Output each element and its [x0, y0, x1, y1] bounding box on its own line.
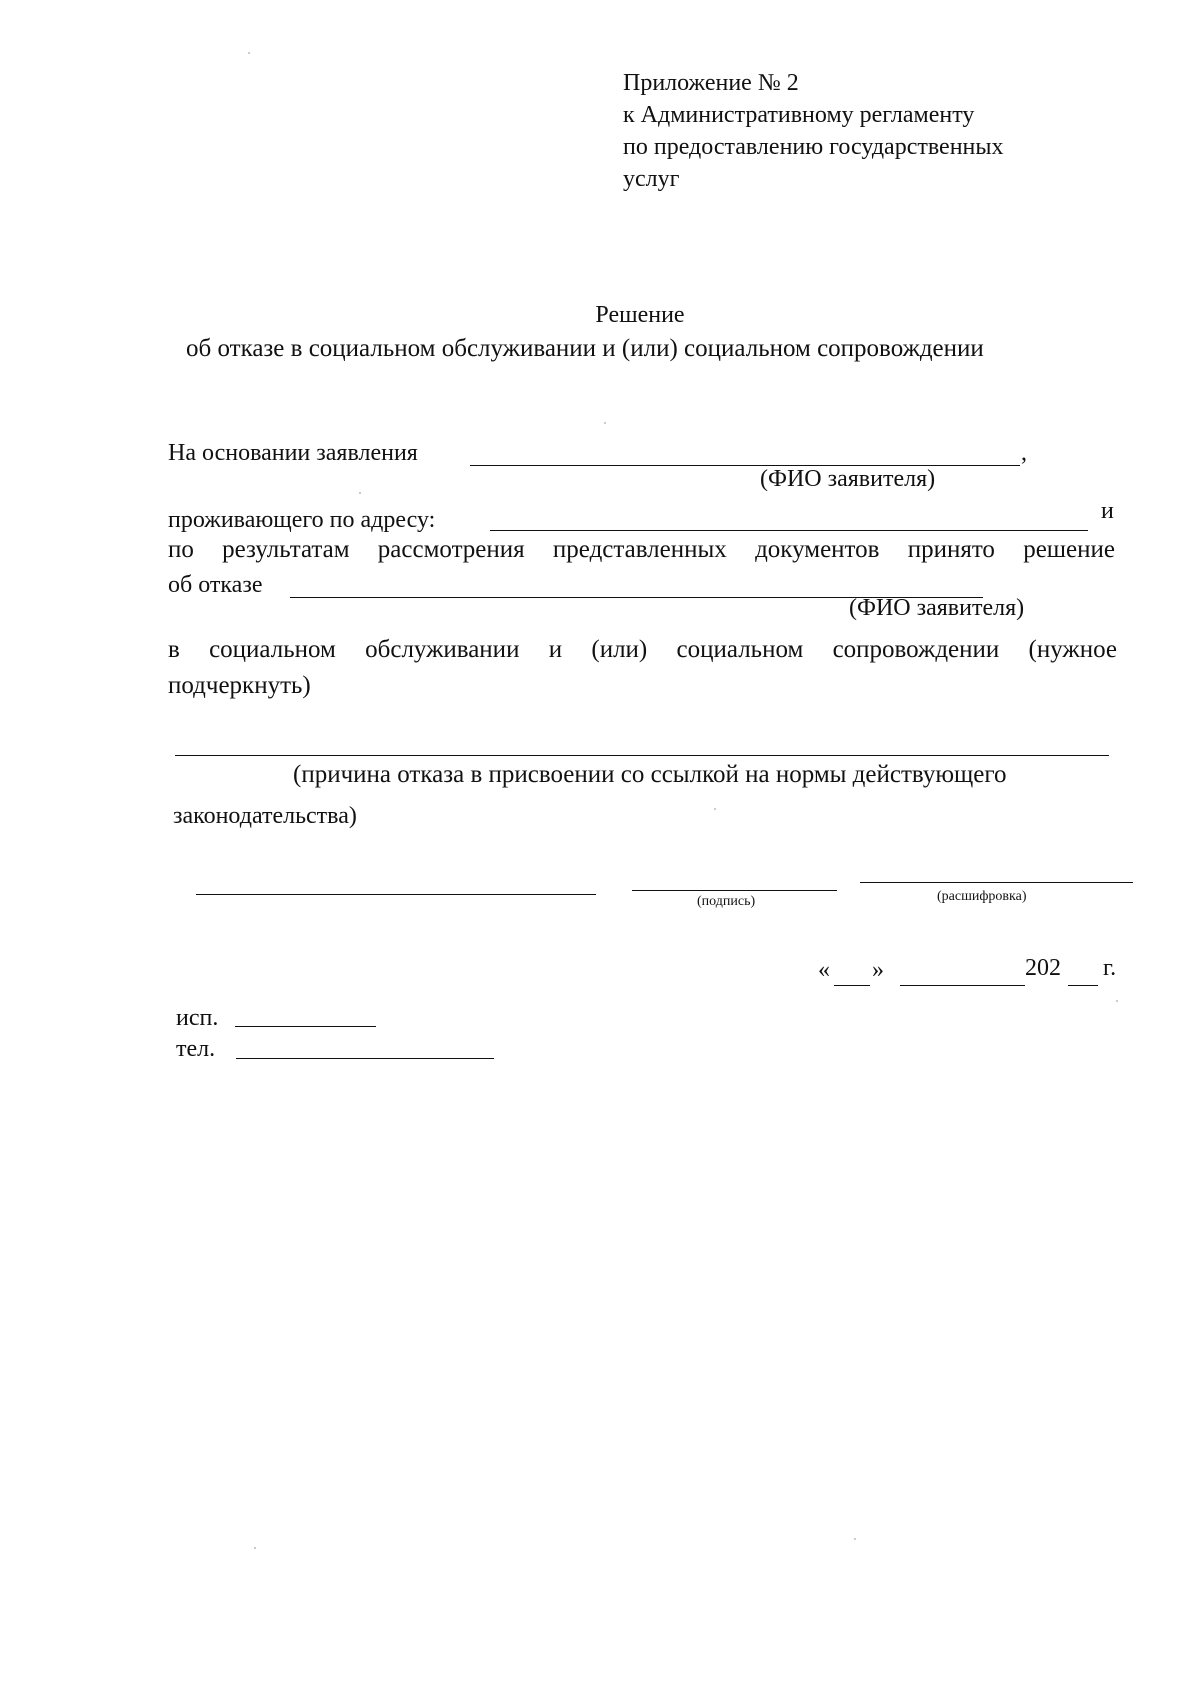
scan-speck	[359, 492, 361, 494]
applicant-fio-field[interactable]	[470, 465, 1020, 466]
appendix-services: услуг	[623, 166, 680, 192]
date-open-quote: «	[818, 957, 830, 983]
position-field[interactable]	[196, 894, 596, 895]
executor-label: исп.	[176, 1005, 219, 1031]
decode-caption: (расшифровка)	[937, 889, 1027, 904]
signature-decode-field[interactable]	[860, 882, 1133, 883]
refusal-label: об отказе	[168, 572, 263, 598]
date-month-field[interactable]	[900, 985, 1025, 986]
appendix-regulation: к Административному регламенту	[623, 102, 975, 128]
results-line: по результатам рассмотрения представленных документов принято решение	[168, 536, 1115, 563]
fio-caption-1: (ФИО заявителя)	[760, 466, 936, 492]
appendix-provision: по предоставлению государственных	[623, 134, 1004, 160]
appendix-number: Приложение № 2	[623, 70, 799, 96]
executor-field[interactable]	[235, 1026, 376, 1027]
phone-label: тел.	[176, 1036, 216, 1062]
fio-caption-2: (ФИО заявителя)	[849, 595, 1025, 621]
date-year-suffix: г.	[1103, 955, 1117, 981]
scan-speck	[254, 1547, 256, 1549]
scan-speck	[714, 808, 716, 810]
residing-label: проживающего по адресу:	[168, 507, 436, 533]
signature-field[interactable]	[632, 890, 837, 891]
scan-speck	[854, 1538, 856, 1540]
date-day-field[interactable]	[834, 985, 870, 986]
date-year-prefix: 202	[1025, 955, 1061, 981]
scan-speck	[248, 52, 250, 54]
document-subtitle: об отказе в социальном обслуживании и (или) социальном сопровождении	[186, 335, 984, 362]
scan-speck	[604, 422, 606, 424]
reason-caption-1: (причина отказа в присвоении со ссылкой на нормы действующего	[293, 761, 1007, 788]
service-line: в социальном обслуживании и (или) социальном сопровождении (нужное	[168, 636, 1117, 663]
reason-caption-2: законодательства)	[173, 803, 357, 829]
refusal-reason-field[interactable]	[175, 755, 1109, 756]
service-line-underline-note: подчеркнуть)	[168, 672, 311, 699]
based-on-label: На основании заявления	[168, 440, 418, 466]
date-year-field[interactable]	[1068, 985, 1098, 986]
scan-speck	[1116, 1000, 1118, 1002]
document-title: Решение	[595, 302, 685, 328]
address-field[interactable]	[490, 530, 1088, 531]
and-word: и	[1101, 498, 1114, 524]
date-close-quote: »	[872, 957, 884, 983]
comma: ,	[1021, 440, 1027, 466]
phone-field[interactable]	[236, 1058, 494, 1059]
signature-caption: (подпись)	[697, 894, 756, 909]
